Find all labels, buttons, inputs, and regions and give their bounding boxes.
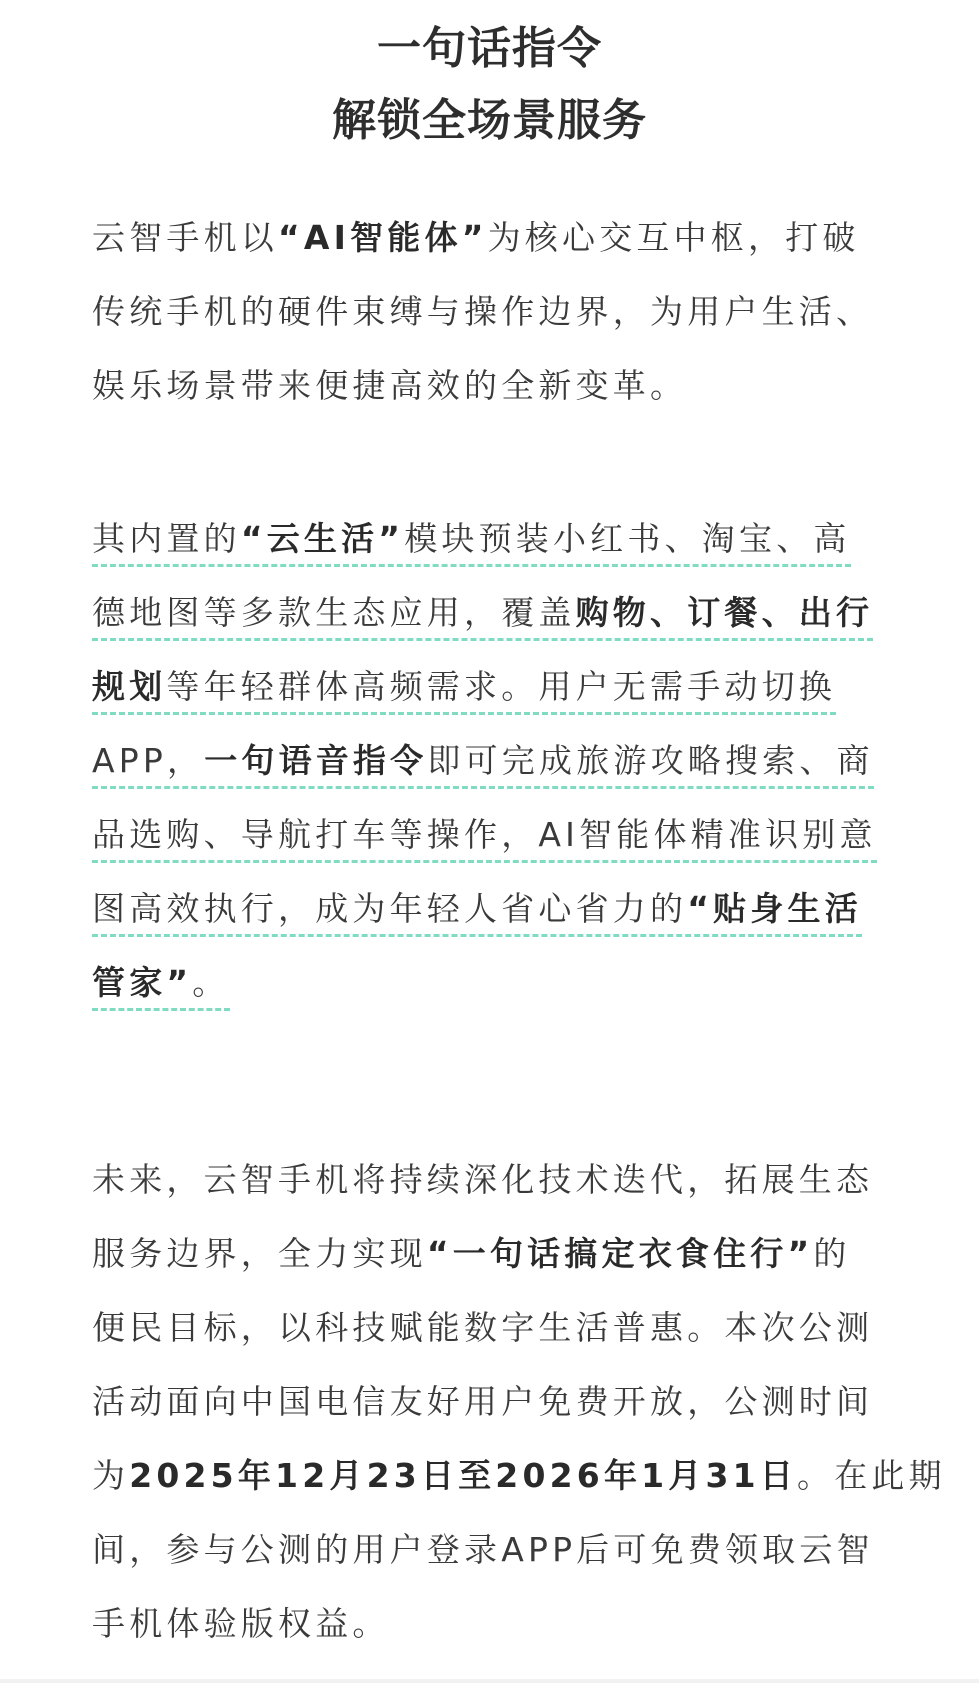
bold-text: 一句语音指令: [204, 741, 428, 780]
bold-text: “AI智能体”: [278, 218, 488, 257]
underlined-text: [92, 593, 873, 641]
text-segment: 图高效执行，成为年轻人省心省力的: [92, 889, 688, 928]
text-segment: 为核心交互中枢，打破: [487, 218, 860, 257]
text-segment: 模块预装小红书、淘宝、高: [404, 519, 851, 558]
text-line: 活动面向中国电信友好用户免费开放，公测时间: [92, 1382, 874, 1421]
text-segment: 即可完成旅游攻略搜索、商: [427, 741, 874, 780]
text-line: [92, 946, 892, 1020]
text-segment: 服务边界，全力实现: [92, 1234, 427, 1273]
text-segment: APP，: [92, 741, 205, 780]
underlined-text: [92, 963, 230, 1011]
underlined-text: 品选购、导航打车等操作，AI智能体精准识别意: [92, 815, 877, 863]
text-line: [92, 872, 892, 946]
text-segment: 。: [192, 963, 230, 1002]
highlighted-paragraph: [92, 502, 892, 1020]
text-line: [92, 201, 892, 275]
text-line: 娱乐场景带来便捷高效的全新变革。: [92, 366, 688, 405]
bold-text: “一句话搞定衣食住行”: [426, 1234, 814, 1273]
page-title-line-1: 一句话指令: [377, 23, 602, 74]
closing-paragraph: [92, 1143, 946, 1661]
bold-date-range: 2025年12月23日至2026年1月31日: [129, 1456, 798, 1495]
bottom-divider: [0, 1679, 979, 1683]
text-line: 未来，云智手机将持续深化技术迭代，拓展生态: [92, 1160, 874, 1199]
bold-text: 规划: [92, 667, 167, 706]
text-line: [92, 576, 892, 650]
text-segment: 等年轻群体高频需求。用户无需手动切换: [166, 667, 837, 706]
text-line: 手机体验版权益。: [92, 1604, 390, 1643]
text-segment: 为: [92, 1456, 130, 1495]
text-segment: 德地图等多款生态应用，覆盖: [92, 593, 576, 632]
bold-text: 管家”: [92, 963, 193, 1002]
text-segment: 。在此期: [797, 1456, 946, 1495]
underlined-text: [92, 889, 862, 937]
underlined-text: [92, 519, 851, 567]
text-line: 便民目标，以科技赋能数字生活普惠。本次公测: [92, 1308, 874, 1347]
text-line: [92, 650, 892, 724]
text-line: 传统手机的硬件束缚与操作边界，为用户生活、: [92, 292, 874, 331]
bold-text: “云生活”: [240, 519, 405, 558]
text-segment: 的: [813, 1234, 851, 1273]
text-line: [92, 724, 892, 798]
text-line: [92, 1217, 892, 1291]
text-line: [92, 1439, 946, 1513]
text-line: 间，参与公测的用户登录APP后可免费领取云智: [92, 1530, 874, 1569]
text-segment: 其内置的: [92, 519, 241, 558]
text-line: [92, 502, 892, 576]
underlined-text: [92, 741, 874, 789]
text-line: [92, 798, 892, 872]
page-title-line-2: 解锁全场景服务: [332, 95, 647, 146]
bold-text: “贴身生活: [687, 889, 862, 928]
underlined-text: [92, 667, 836, 715]
bold-text: 购物、订餐、出行: [575, 593, 874, 632]
text-segment: 云智手机以: [92, 218, 278, 257]
intro-paragraph: [92, 201, 892, 423]
